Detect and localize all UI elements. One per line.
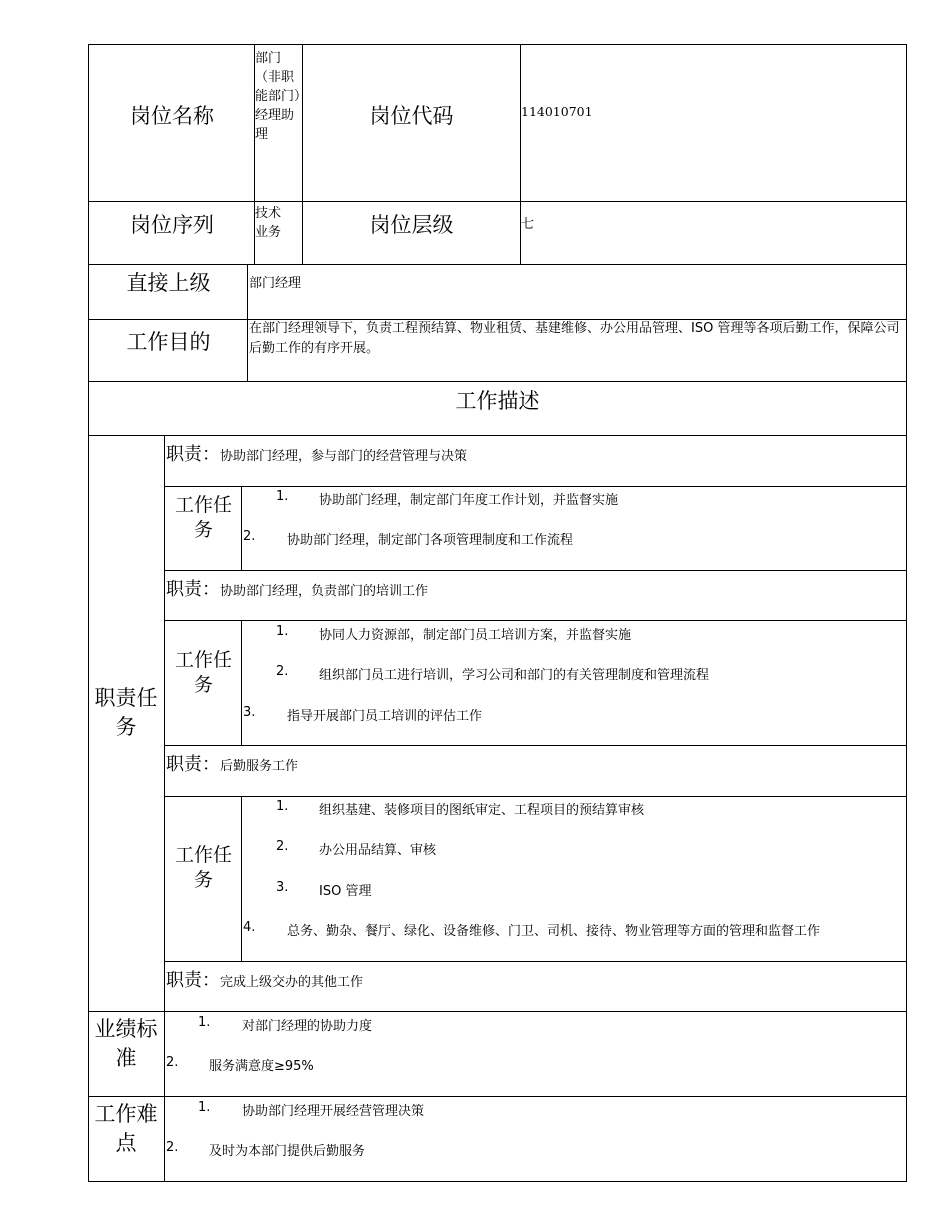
duty-1-task-2: 协助部门经理，制定部门各项管理制度和工作流程 — [287, 533, 574, 548]
duty-2-title: 职责：协助部门经理，负责部门的培训工作 — [166, 579, 429, 600]
duty-3-task-1-num: 1. — [276, 799, 289, 814]
row-divider — [165, 796, 907, 797]
difficulty-2: 及时为本部门提供后勤服务 — [209, 1144, 366, 1159]
duty-2-task-1-num: 1. — [276, 624, 289, 639]
position-level-value: 七 — [521, 217, 535, 232]
duty-2-task-2-num: 2. — [276, 664, 289, 679]
duty-2-task-1: 协同人力资源部，制定部门员工培训方案，并监督实施 — [319, 628, 632, 643]
duty-3-task-2: 办公用品结算、审核 — [319, 843, 437, 858]
duties-label: 职责任务 — [94, 686, 158, 739]
row-divider — [165, 620, 907, 621]
duty-1-task-1-num: 1. — [276, 489, 289, 504]
row-divider — [88, 1011, 907, 1012]
performance-2: 服务满意度≥95% — [209, 1059, 314, 1074]
difficulty-2-num: 2. — [166, 1140, 179, 1155]
purpose-label: 工作目的 — [126, 330, 211, 354]
duty-3-task-4-num: 4. — [243, 920, 256, 935]
difficulties-label: 工作难点 — [94, 1102, 158, 1155]
duty-1-task-label: 工作任务 — [174, 494, 232, 541]
row-divider — [165, 570, 907, 571]
position-series-label: 岗位序列 — [130, 213, 214, 237]
row-divider — [88, 381, 907, 382]
position-name-label: 岗位名称 — [130, 104, 214, 128]
duty-2-task-2: 组织部门员工进行培训，学习公司和部门的有关管理制度和管理流程 — [319, 668, 710, 683]
position-code-label: 岗位代码 — [369, 104, 454, 128]
performance-1: 对部门经理的协助力度 — [242, 1019, 373, 1034]
duty-4-title: 职责：完成上级交办的其他工作 — [166, 970, 364, 991]
duty-1-task-1: 协助部门经理，制定部门年度工作计划，并监督实施 — [319, 493, 619, 508]
duty-2-task-label: 工作任务 — [174, 649, 232, 696]
difficulty-1: 协助部门经理开展经营管理决策 — [242, 1104, 425, 1119]
performance-2-num: 2. — [166, 1055, 179, 1070]
duty-3-task-1: 组织基建、装修项目的图纸审定、工程项目的预结算审核 — [319, 803, 645, 818]
duty-3-task-2-num: 2. — [276, 839, 289, 854]
duty-1-task-2-num: 2. — [243, 529, 256, 544]
position-name-value: 部门（非职能部门）经理助理 — [255, 51, 301, 142]
supervisor-label: 直接上级 — [126, 271, 211, 295]
duty-3-task-4: 总务、勤杂、餐厅、绿化、设备维修、门卫、司机、接待、物业管理等方面的管理和监督工作 — [287, 924, 821, 939]
position-level-label: 岗位层级 — [369, 213, 454, 237]
row-divider — [165, 745, 907, 746]
purpose-value: 在部门经理领导下，负责工程预结算、物业租赁、基建维修、办公用品管理、ISO 管理等各项后勤工作，保障公司后勤工作的有序开展。 — [249, 321, 900, 356]
position-code-value: 114010701 — [521, 104, 593, 119]
row-divider — [165, 486, 907, 487]
col-divider — [241, 796, 242, 962]
supervisor-value: 部门经理 — [249, 276, 302, 291]
duty-3-task-label: 工作任务 — [174, 844, 232, 891]
duty-3-task-3-num: 3. — [276, 880, 289, 895]
duty-3-title: 职责：后勤服务工作 — [166, 754, 299, 775]
description-title: 工作描述 — [455, 389, 540, 413]
difficulty-1-num: 1. — [198, 1100, 211, 1115]
duty-3-task-3: ISO 管理 — [319, 884, 372, 899]
performance-label: 业绩标准 — [94, 1017, 158, 1070]
duty-2-task-3: 指导开展部门员工培训的评估工作 — [287, 709, 483, 724]
position-series-value: 技术业务 — [255, 206, 282, 240]
col-divider — [241, 620, 242, 746]
performance-1-num: 1. — [198, 1015, 211, 1030]
row-divider — [88, 435, 907, 436]
row-divider — [88, 201, 907, 202]
duty-1-title: 职责：协助部门经理，参与部门的经营管理与决策 — [166, 444, 468, 465]
row-divider — [165, 961, 907, 962]
row-divider — [88, 1096, 907, 1097]
row-divider — [88, 264, 907, 265]
duty-2-task-3-num: 3. — [243, 705, 256, 720]
